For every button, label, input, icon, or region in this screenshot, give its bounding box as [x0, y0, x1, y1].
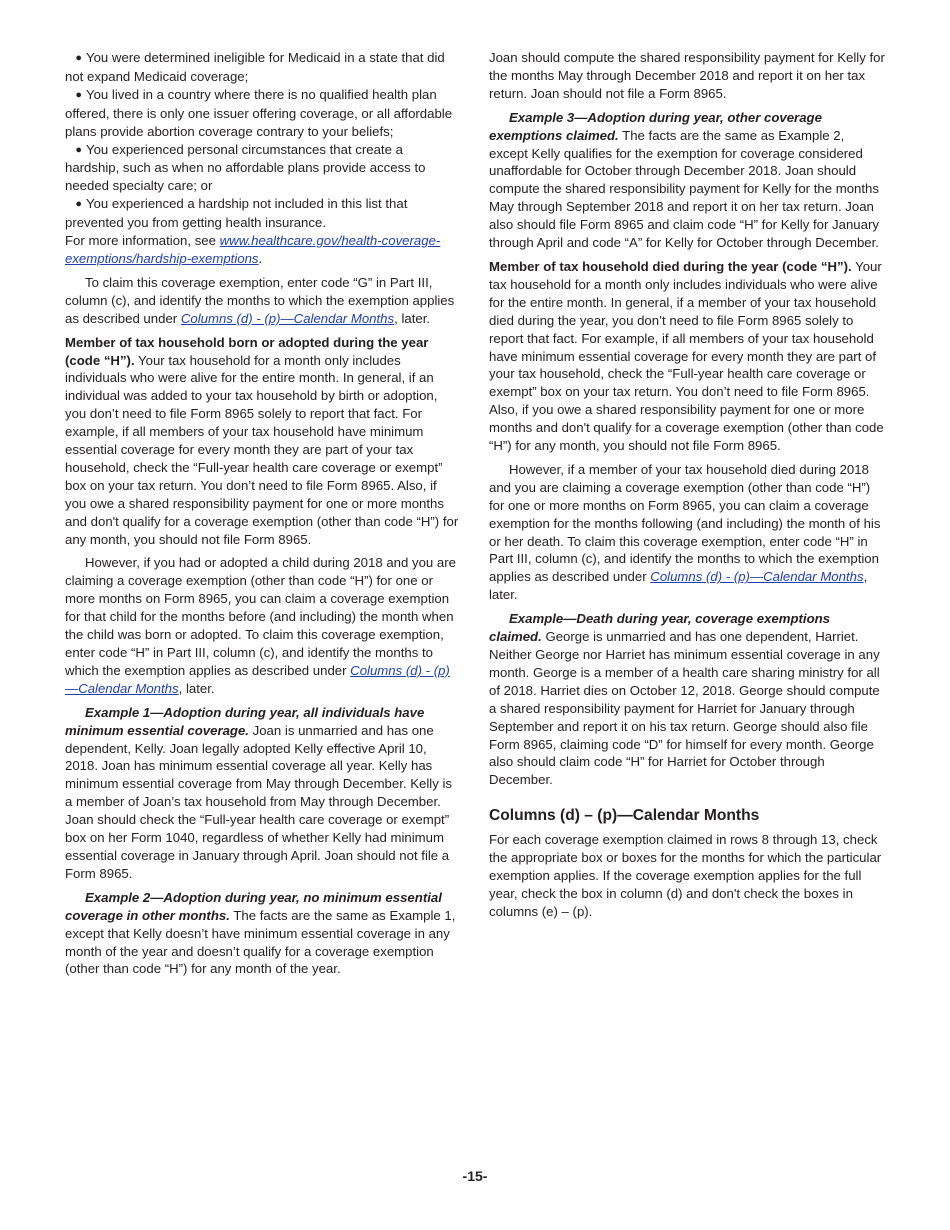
page-number: -15- [462, 1168, 488, 1184]
left-column [65, 49, 460, 984]
example-3-paragraph: Example 3—Adoption during year, other coverage exemptions claimed. The facts are the same as Example 2, except Kelly qualifies for the exemption for coverage considered unaffordable for October through December 2018. Joan should compute the shared responsibility payment for Kelly for the months May through September 2018 and report it on her tax return. Joan also should file Form 8965 and claim code “H” for Kelly for January through April and code “A” for Kelly for October through December. [489, 109, 879, 251]
bullet-text: You experienced personal circumstances that create a hardship, such as when no affordable plans provide access to needed specialty care; or [65, 141, 426, 194]
born-adopted-heading: Member of tax household born or adopted during the year (code “H”). [65, 334, 429, 368]
died-paragraph: Member of tax household died during the year (code “H”). Your tax household for a month only includes individuals who were alive for the entire month. In general, if a member of your tax household died during the year, you don’t need to file Form 8965 solely to report that fact. For example, if all members of your tax household have minimum essential coverage for every month they are part of your tax household, check the “Full-year health care coverage or exempt” box on your tax return. You don’t need to file Form 8965. Also, if you owe a shared responsibility payment for one or more months and don't qualify for a coverage exemption (other than code “H”) for any month, you should not file Form 8965. [489, 258, 884, 454]
calendar-months-link[interactable]: Columns (d) - (p)—Calendar Months [650, 569, 864, 585]
hardship-exemptions-link[interactable]: www.healthcare.gov/health-coverage-exemptions/hardship-exemptions [65, 233, 441, 266]
death-example-paragraph: Example—Death during year, coverage exemptions claimed. George is unmarried and has one dependent, Harriet. Neither George nor Harriet has minimum essential coverage in any month. George is a member of a health care sharing ministry for all of 2018. Harriet dies on October 12, 2018. George should compute a shared responsibility payment for Harriet for January through September and report it on his tax return. George should also file Form 8965, claiming code “D” for himself for every month. George also should claim code “H” for Harriet for October through December. [489, 611, 880, 788]
right-column [489, 49, 885, 927]
more-info-paragraph: For more information, see www.healthcare.gov/health-coverage-exemptions/hardship-exemptions. [65, 233, 441, 266]
calendar-months-link[interactable]: Columns (d) - (p)—Calendar Months [65, 662, 450, 696]
however-died-paragraph: However, if a member of your tax household died during 2018 and you are claiming a coverage exemption (other than code “H”) for one or more months on Form 8965, you can claim a coverage exemption for the months following (and including) the month of his or her death. To claim this coverage exemption, enter code “H” in Part III, column (c), and identify the months to which the exemption applies as described under Columns (d) - (p)—Calendar Months, later. [489, 461, 881, 603]
died-heading: Member of tax household died during the year (code “H”). [489, 258, 852, 274]
bullet-icon: ● [75, 198, 82, 211]
bullet-icon: ● [75, 143, 82, 156]
claim-code-g-paragraph: To claim this coverage exemption, enter code “G” in Part III, column (c), and identify the months to which the exemption applies as described under Columns (d) - (p)—Calendar Months, later. [65, 274, 455, 326]
example-2-title: Example 2—Adoption during year, no minimum essential coverage in other months. [65, 889, 442, 923]
bullet-item [65, 49, 460, 86]
example-3-title: Example 3—Adoption during year, other coverage exemptions claimed. [489, 109, 822, 143]
however-child-paragraph: However, if you had or adopted a child during 2018 and you are claiming a coverage exemption (other than code “H”) for one or more months on Form 8965, you can claim a coverage exemption for that child for the months before (and including) the month when the child was born or adopted. To claim this coverage exemption, enter code “H” in Part III, column (c), and identify the months to which the exemption applies as described under Columns (d) - (p)—Calendar Months, later. [65, 555, 456, 696]
section-heading: Columns (d) – (p)—Calendar Months [489, 807, 760, 825]
example-2-paragraph: Example 2—Adoption during year, no minimum essential coverage in other months. The facts are the same as Example 1, except that Kelly doesn’t have minimum essential coverage in any month of the year and doesn’t qualify for a coverage exemption (other than code “H”) for any month of the year. [65, 889, 456, 977]
bullet-icon: ● [75, 52, 82, 64]
bullet-text: You were determined ineligible for Medicaid in a state that did not expand Medicaid coverage; [65, 50, 445, 84]
bullet-text: You lived in a country where there is no qualified health plan offered, there is only one issuer offering coverage, or all affordable plans provide abortion coverage contrary to your beliefs; [65, 86, 453, 139]
example-1-title: Example 1—Adoption during year, all individuals have minimum essential coverage. [65, 704, 425, 738]
bullet-text: You experienced a hardship not included in this list that prevented you from getting health insurance. [65, 196, 408, 231]
example-2-continued: Joan should compute the shared responsibility payment for Kelly for the months May through December 2018 and report it on her tax return. Joan should not file a Form 8965. [489, 50, 885, 101]
bullet-item [65, 141, 460, 196]
calendar-months-link[interactable]: Columns (d) - (p)—Calendar Months [180, 310, 395, 326]
bullet-icon: ● [75, 88, 82, 101]
bullet-item [65, 195, 460, 232]
born-adopted-paragraph: Member of tax household born or adopted during the year (code “H”). Your tax household for a month only includes individuals who were alive for the entire month. In general, if an individual was added to your tax household by birth or adoption, you don’t need to file Form 8965 solely to report that fact. For example, if all members of your tax household have minimum essential coverage for every month they are part of your tax household, check the “Full-year health care coverage or exempt” box on your tax return. You don’t need to file Form 8965. Also, if you owe a shared responsibility payment for one or more months and don't qualify for a coverage exemption (other than code “H”) for any month, you should not file Form 8965. [65, 334, 459, 547]
bullet-item [65, 86, 460, 141]
example-1-paragraph: Example 1—Adoption during year, all individuals have minimum essential coverage. Joan is unmarried and has one dependent, Kelly. Joan legally adopted Kelly effective April 10, 2018. Joan has minimum essential coverage all year. Kelly has minimum essential coverage from May through December. Kelly is a member of Joan’s tax household from May through December. Joan should check the “Full-year health care coverage or exempt” box on her Form 1040, regardless of whether Kelly had minimum essential coverage in January through April. Joan should not file a Form 8965. [65, 704, 452, 881]
death-example-title: Example—Death during year, coverage exemptions claimed. [489, 611, 831, 645]
section-paragraph: For each coverage exemption claimed in rows 8 through 13, check the appropriate box or boxes for the months for which the particular exemption applies. If the coverage exemption applies for the full year, check the box in column (d) and don't check the boxes in columns (e) – (p). [489, 832, 882, 919]
